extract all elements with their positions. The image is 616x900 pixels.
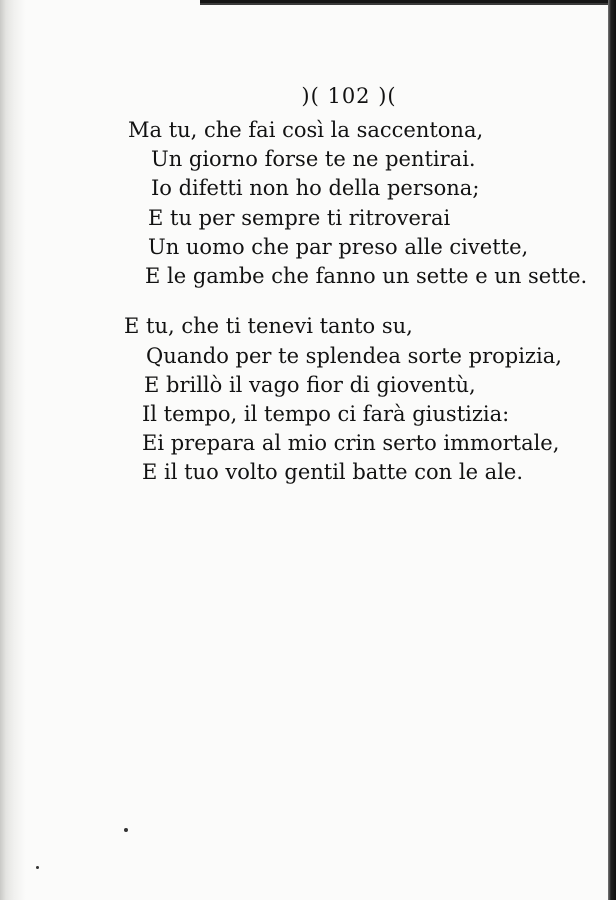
verse-line: Ma tu, che fai così la saccentona, — [128, 118, 484, 142]
ink-speck — [124, 828, 128, 832]
verse-line: Io difetti non ho della persona; — [151, 176, 480, 200]
verse-line: E le gambe che fanno un sette e un sette. — [145, 264, 588, 288]
binding-edge — [0, 0, 26, 900]
verse-line: Ei prepara al mio crin serto immortale, — [142, 431, 560, 455]
verse-line: Quando per te splendea sorte propizia, — [146, 344, 562, 368]
verse-line: Un giorno forse te ne pentirai. — [151, 147, 476, 171]
verse-line: E il tuo volto gentil batte con le ale. — [142, 460, 524, 484]
verse-line: E tu, che ti tenevi tanto su, — [124, 314, 413, 338]
verse-line: E brillò il vago fior di gioventù, — [144, 373, 476, 397]
verse-line: Un uomo che par preso alle civette, — [148, 235, 529, 259]
ink-speck — [36, 866, 39, 869]
top-page-edge — [200, 0, 616, 8]
page-number-header: )( 102 )( — [301, 84, 397, 108]
right-page-edge — [608, 0, 616, 900]
verse-line: Il tempo, il tempo ci farà giustizia: — [142, 402, 510, 426]
verse-line: E tu per sempre ti ritroverai — [148, 206, 451, 230]
